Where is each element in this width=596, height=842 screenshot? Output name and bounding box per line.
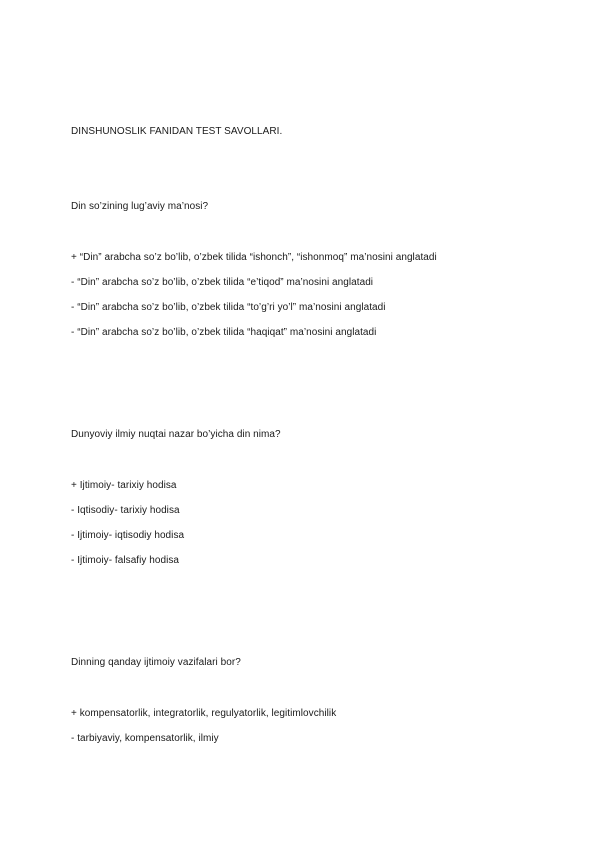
question-3-option-1: + kompensatorlik, integratorlik, regulyatorlik, legitimlovchilik <box>71 708 337 719</box>
question-2-text: Dunyoviy ilmiy nuqtai nazar bo’yicha din nima? <box>71 429 281 440</box>
question-2-option-1: + Ijtimoiy- tarixiy hodisa <box>71 480 177 491</box>
question-3-option-2: - tarbiyaviy, kompensatorlik, ilmiy <box>71 733 219 744</box>
question-2-option-3: - Ijtimoiy- iqtisodiy hodisa <box>71 530 185 541</box>
question-2-option-2: - Iqtisodiy- tarixiy hodisa <box>71 505 180 516</box>
question-1-option-2: - “Din” arabcha so’z bo’lib, o’zbek tilida “e’tiqod” ma’nosini anglatadi <box>71 277 374 288</box>
question-3-text: Dinning qanday ijtimoiy vazifalari bor? <box>71 657 241 668</box>
question-1-option-1: + “Din” arabcha so’z bo’lib, o’zbek tilida “ishonch”, “ishonmoq” ma’nosini anglatadi <box>71 252 437 263</box>
question-1-option-3: - “Din” arabcha so’z bo’lib, o’zbek tilida “to’g’ri yo’l” ma’nosini anglatadi <box>71 302 386 313</box>
question-1-text: Din so’zining lug’aviy ma’nosi? <box>71 201 209 212</box>
document-title: DINSHUNOSLIK FANIDAN TEST SAVOLLARI. <box>71 126 283 137</box>
question-1-option-4: - “Din” arabcha so’z bo’lib, o’zbek tilida “haqiqat” ma’nosini anglatadi <box>71 327 377 338</box>
question-2-option-4: - Ijtimoiy- falsafiy hodisa <box>71 555 180 566</box>
